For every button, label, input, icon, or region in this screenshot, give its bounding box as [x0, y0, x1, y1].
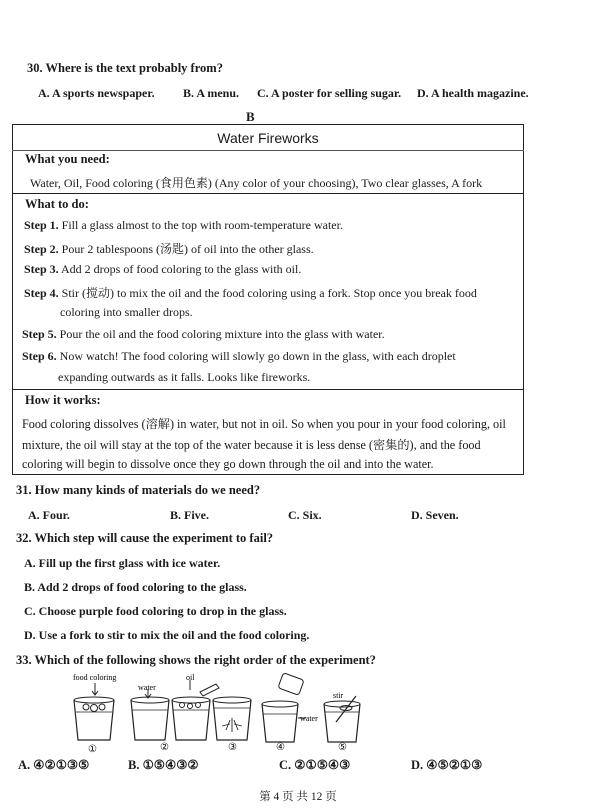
fig-num-1: ①: [88, 744, 97, 755]
how-line-2: mixture, the oil will stay at the top of the water because it is less dense (密集的), and the food: [22, 438, 481, 452]
q33-option-b: B. ①⑤④③②: [128, 758, 199, 772]
q30-option-d: D. A health magazine.: [417, 86, 529, 100]
q30-question: 30. Where is the text probably from?: [27, 61, 223, 75]
glass-4: [213, 697, 251, 740]
step-2: [24, 240, 314, 257]
step-label: Step 2.: [24, 242, 59, 256]
step-text: Pour 2 tablespoons (汤匙) of oil into the other glass.: [61, 242, 314, 256]
step-text: Pour the oil and the food coloring mixture into the glass with water.: [59, 327, 385, 341]
step-label: Step 1.: [24, 218, 59, 232]
step-4: [24, 284, 477, 301]
q33-option-a: A. ④②①③⑤: [18, 758, 90, 772]
q32-option-d: D. Use a fork to stir to mix the oil and the food coloring.: [24, 628, 310, 642]
step-text: Add 2 drops of food coloring to the glass with oil.: [61, 262, 302, 276]
experiment-figure: [0, 670, 596, 755]
step-3: [24, 262, 301, 277]
step-4-cont: coloring into smaller drops.: [60, 305, 193, 319]
q31-option-c: C. Six.: [288, 508, 322, 522]
q30-option-b: B. A menu.: [183, 86, 240, 100]
q32-question: 32. Which step will cause the experiment to fail?: [16, 531, 274, 545]
q32-option-c: C. Choose purple food coloring to drop in the glass.: [24, 604, 287, 618]
section-letter: B: [246, 109, 255, 124]
todo-heading: What to do:: [25, 197, 89, 211]
label-oil: oil: [186, 673, 195, 682]
step-5: [22, 327, 385, 342]
label-water: water: [138, 683, 156, 692]
step-label: Step 3.: [24, 262, 59, 276]
q31-question: 31. How many kinds of materials do we need?: [16, 483, 261, 497]
label-water-side: water: [300, 714, 318, 723]
label-stir: stir: [333, 691, 344, 700]
step-label: Step 4.: [24, 286, 59, 300]
step-6-cont: expanding outwards as it falls. Looks like fireworks.: [58, 370, 311, 384]
glass-6: [324, 696, 360, 742]
fig-num-3: ③: [228, 742, 237, 753]
glass-2: [131, 689, 169, 740]
glass-5: [262, 673, 306, 742]
glass-3: [172, 680, 219, 740]
q32-option-a: A. Fill up the first glass with ice water.: [24, 556, 221, 570]
q31-option-b: B. Five.: [170, 508, 209, 522]
q30-option-c: C. A poster for selling sugar.: [257, 86, 402, 100]
need-heading: What you need:: [25, 152, 110, 166]
passage-title: Water Fireworks: [217, 130, 319, 146]
label-food-coloring: food coloring: [73, 673, 117, 682]
how-line-3: coloring will begin to dissolve once they go down through the oil and into the water.: [22, 457, 434, 471]
how-line-1: Food coloring dissolves (溶解) in water, but not in oil. So when you pour in your food coloring, oil: [22, 417, 506, 431]
fig-num-2: ②: [160, 742, 169, 753]
step-text: Now watch! The food coloring will slowly go down in the glass, with each droplet: [59, 349, 456, 363]
step-text: Stir (搅动) to mix the oil and the food coloring using a fork. Stop once you break food: [61, 286, 477, 300]
q33-question: 33. Which of the following shows the right order of the experiment?: [16, 653, 376, 667]
q32-option-b: B. Add 2 drops of food coloring to the glass.: [24, 580, 247, 594]
q30-option-a: A. A sports newspaper.: [38, 86, 155, 100]
step-label: Step 5.: [22, 327, 57, 341]
how-heading: How it works:: [25, 393, 101, 407]
step-1: [24, 218, 343, 233]
q33-option-c: C. ②①⑤④③: [279, 758, 351, 772]
step-label: Step 6.: [22, 349, 57, 363]
step-text: Fill a glass almost to the top with room-temperature water.: [61, 218, 343, 232]
glass-1: [74, 683, 114, 740]
fig-num-4: ④: [276, 742, 285, 753]
q31-option-a: A. Four.: [28, 508, 70, 522]
page-footer: 第 4 页 共 12 页: [259, 791, 337, 803]
q31-option-d: D. Seven.: [411, 508, 459, 522]
step-6: [22, 349, 456, 364]
title-divider: [12, 150, 524, 151]
fig-num-5: ⑤: [338, 742, 347, 753]
need-text: Water, Oil, Food coloring (食用色素) (Any color of your choosing), Two clear glasses, A fork: [30, 176, 483, 190]
q33-option-d: D. ④⑤②①③: [411, 758, 483, 772]
